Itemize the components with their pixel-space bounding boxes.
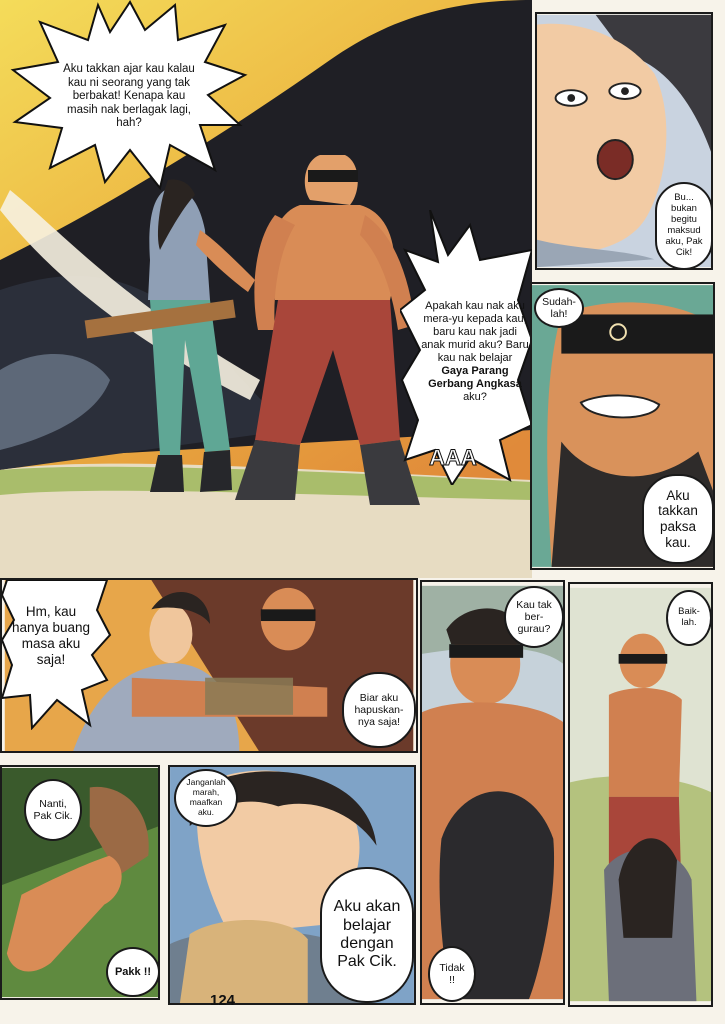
speech-bubble-p7-top: Nanti, Pak Cik. bbox=[24, 779, 82, 841]
speech-bubble-p4: Biar aku hapuskan-nya saja! bbox=[342, 672, 416, 748]
speech-bubble-p7-bottom: Pakk !! bbox=[106, 947, 160, 997]
speech-burst-p4: Hm, kau hanya buang masa aku saja! bbox=[11, 604, 91, 667]
speech-burst-2 bbox=[420, 272, 530, 432]
burst-2-text: Apakah kau nak aku mera-yu kepada kau, baru kau nak jadi anak murid aku? Baru kau nak belajar bbox=[421, 300, 529, 364]
panel-2 bbox=[535, 12, 713, 270]
speech-bubble-p5-bottom: Tidak !! bbox=[428, 946, 476, 1002]
panel-7 bbox=[0, 765, 160, 1000]
speech-bubble-p8-small: Janganlah marah, maafkan aku. bbox=[174, 769, 238, 827]
speech-bubble-p3-top: Sudah-lah! bbox=[534, 288, 584, 328]
panel-6-art bbox=[570, 584, 711, 1005]
technique-name: Gaya Parang Gerbang Angkasa bbox=[428, 364, 522, 390]
speech-bubble-p6: Baik-lah. bbox=[666, 590, 712, 646]
speech-bubble-p2: Bu... bukan begitu maksud aku, Pak Cik! bbox=[655, 182, 713, 270]
page-number: 124 bbox=[210, 992, 236, 1009]
panel-6 bbox=[568, 582, 713, 1007]
burst-2-tail: aku? bbox=[463, 390, 487, 403]
speech-bubble-p3-bottom: Aku takkan paksa kau. bbox=[642, 474, 714, 564]
panel-5 bbox=[420, 580, 565, 1005]
speech-bubble-p8-big: Aku akan belajar dengan Pak Cik. bbox=[320, 867, 414, 1003]
panel-8 bbox=[168, 765, 416, 1005]
sound-effect: AAA bbox=[429, 445, 477, 471]
speech-burst-1: Aku takkan ajar kau kalau kau ni seorang yang tak berbakat! Kenapa kau masih nak berlagak lagi, hah? bbox=[63, 63, 195, 130]
panel-3 bbox=[530, 282, 715, 570]
speech-bubble-p5-top: Kau tak ber-gurau? bbox=[504, 586, 564, 648]
panel-1 bbox=[0, 0, 532, 578]
panel-4 bbox=[0, 578, 418, 753]
